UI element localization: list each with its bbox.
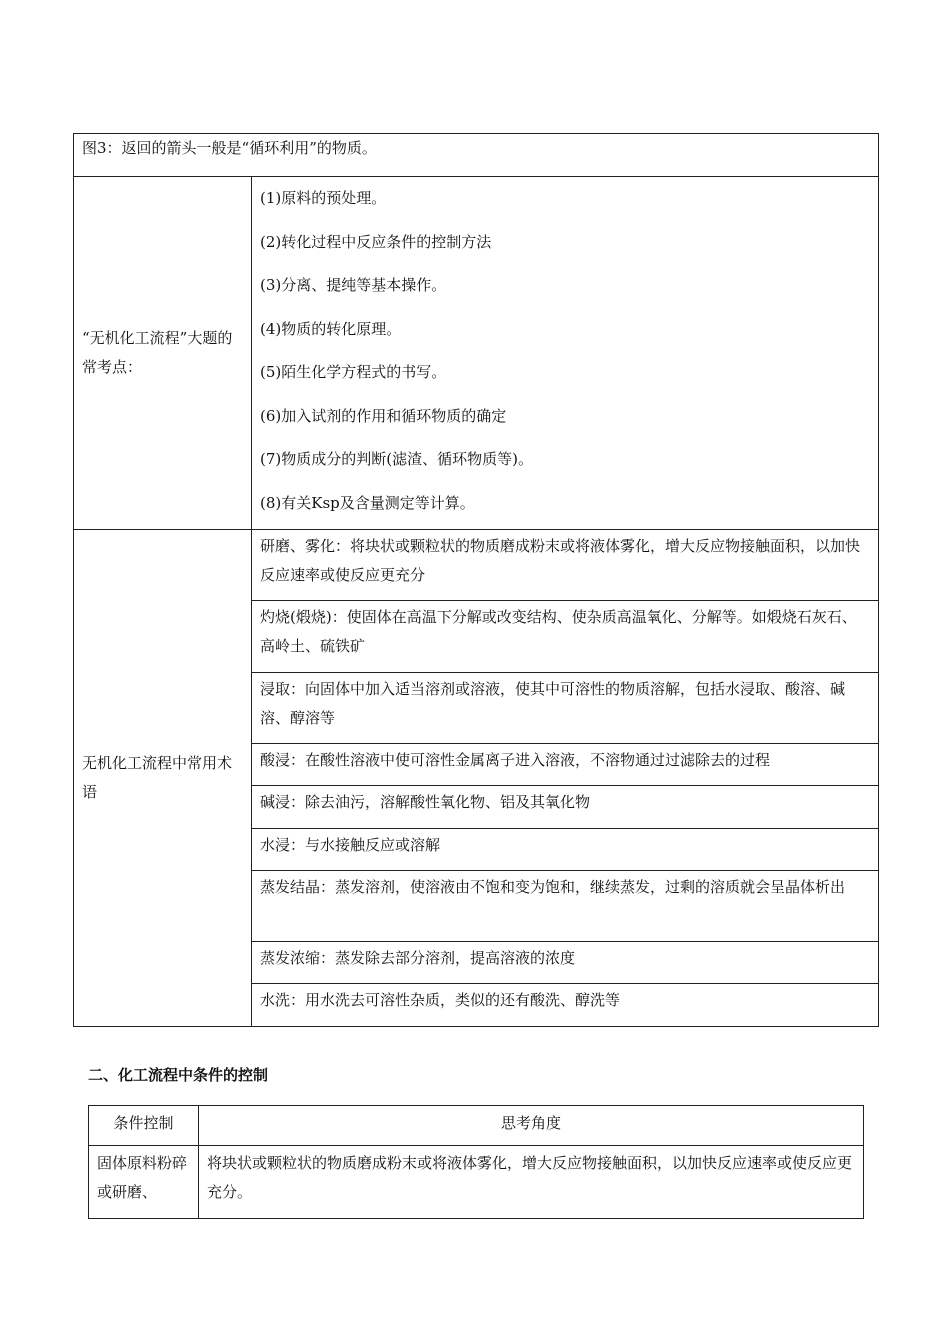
exam-point-item: (1)原料的预处理。 xyxy=(260,189,387,207)
exam-point-item: (8)有关Ksp及含量测定等计算。 xyxy=(260,493,475,512)
terms-label: 无机化工流程中常用术语 xyxy=(82,754,233,801)
term-text: 蒸发结晶：蒸发溶剂，使溶液由不饱和变为饱和，继续蒸发，过剩的溶质就会呈晶体析出 xyxy=(260,878,846,896)
terms-table xyxy=(73,133,879,1027)
term-cell xyxy=(252,829,879,871)
table-row-angle xyxy=(199,1146,864,1219)
exam-point-item: (3)分离、提纯等基本操作。 xyxy=(260,276,447,294)
exam-points-label-cell xyxy=(74,177,252,530)
term-text: 酸浸：在酸性溶液中使可溶性金属离子进入溶液，不溶物通过过滤除去的过程 xyxy=(260,751,771,769)
term-text: 研磨、雾化：将块状或颗粒状的物质磨成粉末或将液体雾化，增大反应物接触面积，以加快反应速率或使反应更充分 xyxy=(260,537,861,584)
term-text: 蒸发浓缩：蒸发除去部分溶剂，提高溶液的浓度 xyxy=(260,949,576,967)
term-cell xyxy=(252,984,879,1027)
term-text: 碱浸：除去油污，溶解酸性氧化物、铝及其氧化物 xyxy=(260,793,591,811)
exam-point-item: (2)转化过程中反应条件的控制方法 xyxy=(260,232,492,251)
exam-points-label: “无机化工流程”大题的常考点： xyxy=(82,329,233,376)
condition-control-table xyxy=(88,1105,864,1219)
term-cell xyxy=(252,601,879,673)
header-condition: 条件控制 xyxy=(113,1114,174,1132)
term-text: 水浸：与水接触反应或溶解 xyxy=(260,836,441,854)
note-text: 图3：返回的箭头一般是“循环利用”的物质。 xyxy=(82,139,377,157)
term-text: 水洗：用水洗去可溶性杂质，类似的还有酸洗、醇洗等 xyxy=(260,991,621,1009)
note-cell xyxy=(74,134,879,177)
exam-points-list-cell xyxy=(252,177,879,530)
term-cell xyxy=(252,673,879,744)
condition-text: 固体原料粉碎或研磨、 xyxy=(97,1154,188,1201)
term-text: 灼烧(煅烧)：使固体在高温下分解或改变结构、使杂质高温氧化、分解等。如煅烧石灰石、高岭土、硫铁矿 xyxy=(260,608,857,655)
exam-point-item: (4)物质的转化原理。 xyxy=(260,319,402,338)
term-cell xyxy=(252,786,879,829)
term-cell xyxy=(252,871,879,942)
terms-label-cell xyxy=(74,530,252,1027)
term-cell xyxy=(252,744,879,786)
term-cell xyxy=(252,942,879,984)
angle-text: 将块状或颗粒状的物质磨成粉末或将液体雾化，增大反应物接触面积，以加快反应速率或使反应更充分。 xyxy=(207,1154,853,1201)
header-cell xyxy=(89,1106,199,1146)
section-heading: 二、化工流程中条件的控制 xyxy=(88,1066,269,1084)
table-row-condition xyxy=(89,1146,199,1219)
exam-point-item: (6)加入试剂的作用和循环物质的确定 xyxy=(260,406,507,425)
exam-point-item: (5)陌生化学方程式的书写。 xyxy=(260,363,447,381)
header-cell xyxy=(199,1106,864,1146)
header-angle: 思考角度 xyxy=(500,1114,561,1132)
term-cell xyxy=(252,530,879,601)
term-text: 浸取：向固体中加入适当溶剂或溶液，使其中可溶性的物质溶解，包括水浸取、酸溶、碱溶、醇溶等 xyxy=(260,680,846,727)
exam-point-item: (7)物质成分的判断(滤渣、循环物质等)。 xyxy=(260,450,533,468)
